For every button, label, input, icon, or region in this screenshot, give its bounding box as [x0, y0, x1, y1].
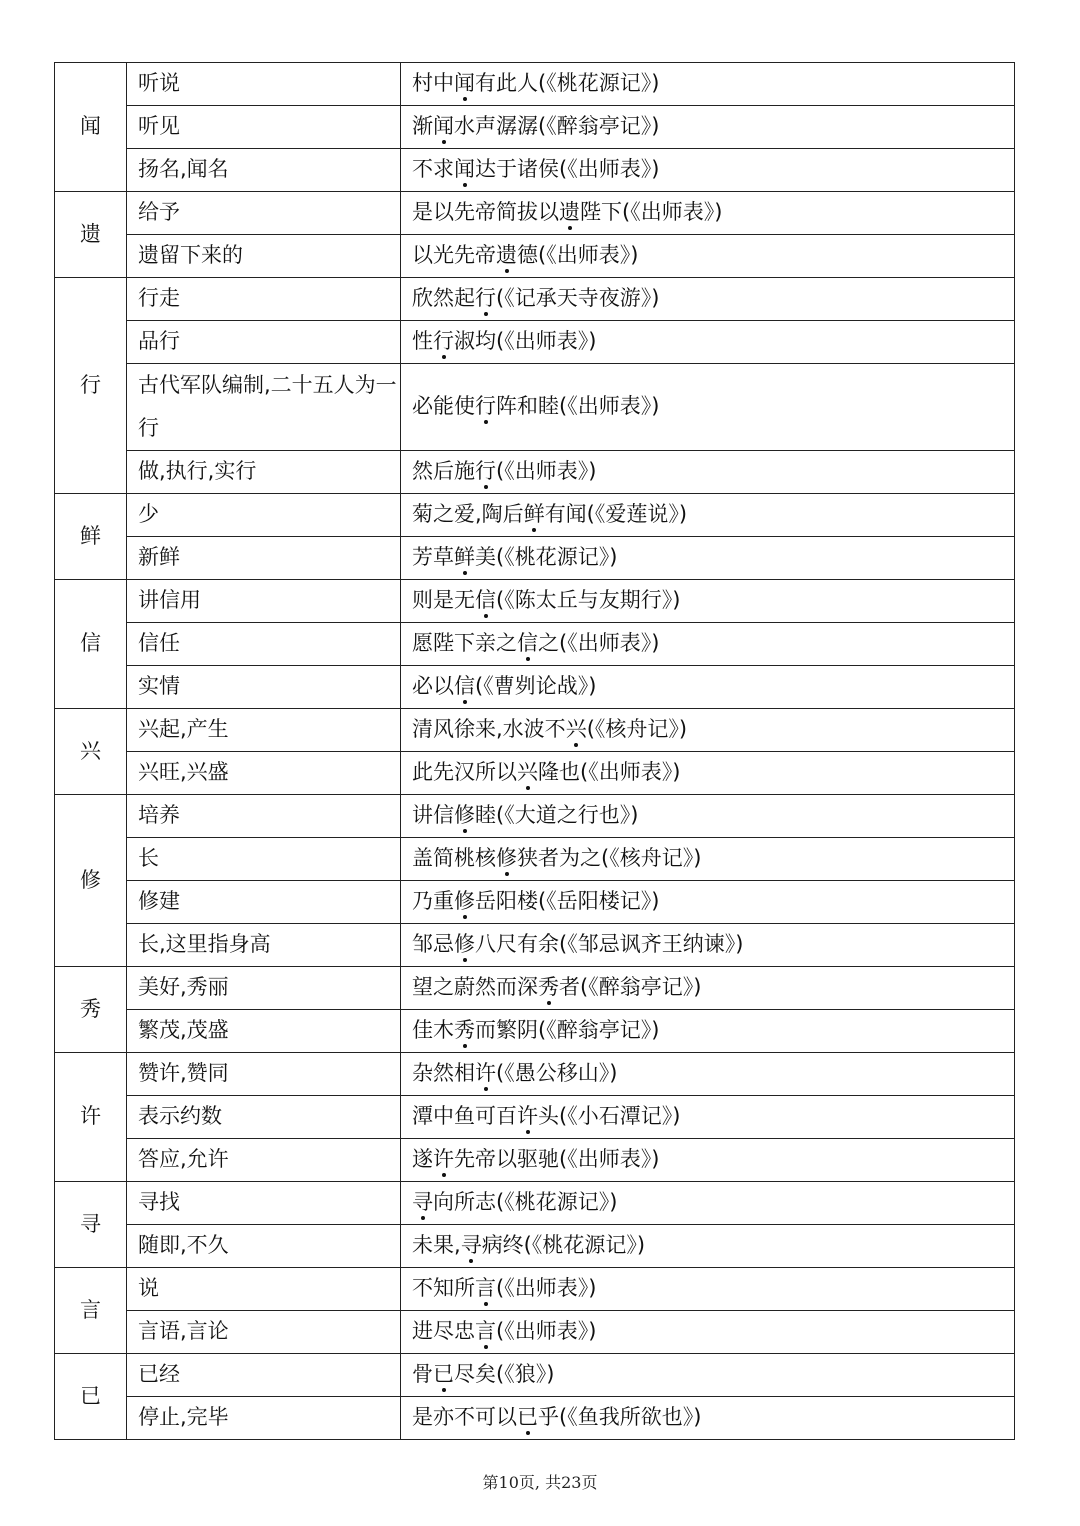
- emphasized-character: 许: [433, 1147, 454, 1172]
- emphasized-character: 行: [433, 329, 454, 354]
- table-row: [55, 881, 1015, 924]
- table-row: [55, 192, 1015, 235]
- table-row: [55, 1311, 1015, 1354]
- meaning-text: 长: [138, 846, 159, 871]
- meaning-cell: [127, 752, 401, 795]
- table-row: [55, 1096, 1015, 1139]
- example-text-before: 性: [412, 329, 433, 354]
- example-cell: [401, 1182, 1015, 1225]
- example-text-before: 村中: [412, 71, 454, 96]
- example-text-before: 讲信: [412, 803, 454, 828]
- emphasized-character: 鲜: [523, 502, 545, 527]
- example-text-before: 必能使: [412, 394, 475, 419]
- example-text-before: 邹忌: [412, 932, 454, 957]
- example-text-after: 八尺有余(《邹忌讽齐王纳谏》): [475, 932, 744, 957]
- table-body: [55, 63, 1015, 1440]
- emphasized-character: 秀: [454, 1018, 475, 1043]
- table-row: [55, 278, 1015, 321]
- meaning-text: 已经: [138, 1362, 180, 1387]
- meaning-text: 信任: [138, 631, 180, 656]
- meaning-cell: [127, 537, 401, 580]
- meaning-text: 给予: [138, 200, 180, 225]
- example-text-after: 头(《小石潭记》): [538, 1104, 681, 1129]
- meaning-text: 表示约数: [138, 1104, 222, 1129]
- example-text-before: 欣然起: [412, 286, 475, 311]
- emphasized-character: 遗: [496, 243, 517, 268]
- example-cell: [401, 752, 1015, 795]
- meaning-cell: [127, 881, 401, 924]
- example-cell: [401, 1139, 1015, 1182]
- headword-cell: 信: [55, 580, 127, 709]
- example-cell: [401, 709, 1015, 752]
- emphasized-character: 言: [475, 1276, 496, 1301]
- meaning-text: 做,执行,实行: [138, 459, 257, 484]
- emphasized-character: 信: [454, 674, 475, 699]
- page-footer: 第10页, 共23页: [482, 1473, 598, 1492]
- example-text-after: 有闻(《爱莲说》): [544, 502, 688, 527]
- meaning-text: 美好,秀丽: [138, 975, 229, 1000]
- meaning-text: 兴起,产生: [138, 717, 229, 742]
- example-text-before: 愿陛下亲之: [412, 631, 517, 656]
- headword-cell: 寻: [55, 1182, 127, 1268]
- table-row: [55, 1268, 1015, 1311]
- example-text-after: 向所志(《桃花源记》): [433, 1190, 618, 1215]
- meaning-cell: [127, 666, 401, 709]
- table-row: [55, 795, 1015, 838]
- example-text-before: 是以先帝简拔以: [412, 200, 559, 225]
- emphasized-character: 鲜: [454, 545, 475, 570]
- headword-cell: 行: [55, 278, 127, 494]
- example-cell: [401, 1010, 1015, 1053]
- meaning-text: 遗留下来的: [138, 243, 243, 268]
- example-text-after: 淑均(《出师表》): [454, 329, 597, 354]
- meaning-cell: [127, 149, 401, 192]
- example-text-before: 必以: [412, 674, 454, 699]
- example-cell: [401, 1053, 1015, 1096]
- emphasized-character: 闻: [454, 157, 475, 182]
- example-cell: [401, 924, 1015, 967]
- example-text-before: 杂然相: [412, 1061, 475, 1086]
- meaning-cell: [127, 1397, 401, 1440]
- meaning-text: 长,这里指身高: [138, 932, 271, 957]
- meaning-text: 繁茂,茂盛: [138, 1018, 229, 1043]
- table-row: [55, 1354, 1015, 1397]
- meaning-text: 随即,不久: [138, 1233, 229, 1258]
- example-cell: [401, 838, 1015, 881]
- meaning-text: 听见: [138, 114, 180, 139]
- meaning-cell: [127, 623, 401, 666]
- example-cell: [401, 795, 1015, 838]
- emphasized-character: 闻: [454, 71, 475, 96]
- meaning-cell: [127, 451, 401, 494]
- example-text-before: 潭中鱼可百: [412, 1104, 517, 1129]
- table-row: [55, 537, 1015, 580]
- example-text-after: 水声潺潺(《醉翁亭记》): [454, 114, 660, 139]
- example-cell: [401, 967, 1015, 1010]
- meaning-cell: [127, 1182, 401, 1225]
- headword-cell: 闻: [55, 63, 127, 192]
- emphasized-character: 许: [517, 1104, 538, 1129]
- headword-cell: 修: [55, 795, 127, 967]
- example-text-after: 阵和睦(《出师表》): [496, 394, 660, 419]
- example-text-after: (《出师表》): [496, 1319, 597, 1344]
- example-cell: [401, 106, 1015, 149]
- meaning-text: 说: [138, 1276, 159, 1301]
- example-cell: [401, 666, 1015, 709]
- meaning-text: 古代军队编制,二十五人为一行: [138, 373, 397, 440]
- example-cell: [401, 623, 1015, 666]
- emphasized-character: 言: [475, 1319, 496, 1344]
- table-row: [55, 364, 1015, 451]
- example-cell: [401, 451, 1015, 494]
- table-row: [55, 580, 1015, 623]
- meaning-cell: [127, 494, 401, 537]
- example-text-before: 此先汉所以: [412, 760, 517, 785]
- meaning-text: 少: [138, 502, 159, 527]
- table-row: [55, 838, 1015, 881]
- headword-cell: 兴: [55, 709, 127, 795]
- example-text-before: 则是无: [412, 588, 475, 613]
- meaning-cell: [127, 1053, 401, 1096]
- emphasized-character: 许: [475, 1061, 496, 1086]
- meaning-cell: [127, 1139, 401, 1182]
- example-cell: [401, 580, 1015, 623]
- table-row: [55, 924, 1015, 967]
- example-text-before: 盖简桃核: [412, 846, 496, 871]
- meaning-cell: [127, 1354, 401, 1397]
- example-cell: [401, 278, 1015, 321]
- table-row: [55, 494, 1015, 537]
- example-text-before: 然后施: [412, 459, 475, 484]
- example-cell: [401, 149, 1015, 192]
- meaning-text: 寻找: [138, 1190, 180, 1215]
- table-row: [55, 1053, 1015, 1096]
- meaning-text: 新鲜: [138, 545, 180, 570]
- meaning-text: 行走: [138, 286, 180, 311]
- example-cell: [401, 1311, 1015, 1354]
- example-text-after: (《曹刿论战》): [475, 674, 597, 699]
- meaning-text: 停止,完毕: [138, 1405, 229, 1430]
- emphasized-character: 已: [433, 1362, 454, 1387]
- meaning-text: 扬名,闻名: [138, 157, 229, 182]
- meaning-text: 讲信用: [138, 588, 201, 613]
- table-row: [55, 1182, 1015, 1225]
- table-row: [55, 106, 1015, 149]
- meaning-cell: [127, 1311, 401, 1354]
- meaning-cell: [127, 321, 401, 364]
- example-text-before: 菊之爱,陶后: [412, 502, 524, 527]
- example-text-after: 美(《桃花源记》): [475, 545, 618, 570]
- meaning-cell: [127, 1010, 401, 1053]
- headword-cell: 秀: [55, 967, 127, 1053]
- example-cell: [401, 1354, 1015, 1397]
- example-text-after: 而繁阴(《醉翁亭记》): [475, 1018, 660, 1043]
- example-text-after: 有此人(《桃花源记》): [475, 71, 660, 96]
- meaning-cell: [127, 924, 401, 967]
- meaning-cell: [127, 192, 401, 235]
- example-text-after: 病终(《桃花源记》): [481, 1233, 646, 1258]
- table-row: [55, 752, 1015, 795]
- meaning-cell: [127, 106, 401, 149]
- example-text-after: 陛下(《出师表》): [580, 200, 723, 225]
- emphasized-character: 已: [517, 1405, 538, 1430]
- emphasized-character: 信: [517, 631, 538, 656]
- example-text-after: 者(《醉翁亭记》): [559, 975, 702, 1000]
- table-row: [55, 1010, 1015, 1053]
- table-row: [55, 1225, 1015, 1268]
- example-text-after: 达于诸侯(《出师表》): [475, 157, 660, 182]
- example-text-after: 先帝以驱驰(《出师表》): [454, 1147, 660, 1172]
- meaning-cell: [127, 278, 401, 321]
- example-text-after: (《出师表》): [496, 459, 597, 484]
- example-cell: [401, 192, 1015, 235]
- table-row: [55, 235, 1015, 278]
- example-text-after: 德(《出师表》): [517, 243, 639, 268]
- example-text-after: (《愚公移山》): [496, 1061, 618, 1086]
- example-text-before: 不知所: [412, 1276, 475, 1301]
- emphasized-character: 行: [475, 394, 496, 419]
- emphasized-character: 行: [475, 286, 496, 311]
- example-text-after: 岳阳楼(《岳阳楼记》): [475, 889, 660, 914]
- example-cell: [401, 235, 1015, 278]
- table-row: [55, 63, 1015, 106]
- example-text-before: 乃重: [412, 889, 454, 914]
- meaning-text: 听说: [138, 71, 180, 96]
- meaning-cell: [127, 1225, 401, 1268]
- table-row: [55, 666, 1015, 709]
- meaning-cell: [127, 580, 401, 623]
- example-text-before: 渐: [412, 114, 433, 139]
- example-text-before: 不求: [412, 157, 454, 182]
- emphasized-character: 行: [475, 459, 496, 484]
- meaning-text: 答应,允许: [138, 1147, 229, 1172]
- meaning-cell: [127, 967, 401, 1010]
- emphasized-character: 寻: [460, 1233, 482, 1258]
- emphasized-character: 兴: [565, 717, 587, 742]
- example-cell: [401, 537, 1015, 580]
- meaning-cell: [127, 63, 401, 106]
- meaning-cell: [127, 235, 401, 278]
- meaning-cell: [127, 795, 401, 838]
- emphasized-character: 修: [496, 846, 517, 871]
- headword-cell: 许: [55, 1053, 127, 1182]
- example-cell: [401, 1268, 1015, 1311]
- example-cell: [401, 881, 1015, 924]
- meaning-cell: [127, 838, 401, 881]
- example-text-before: 进尽忠: [412, 1319, 475, 1344]
- meaning-cell: [127, 1096, 401, 1139]
- table-row: [55, 451, 1015, 494]
- example-cell: [401, 63, 1015, 106]
- meaning-text: 兴旺,兴盛: [138, 760, 229, 785]
- emphasized-character: 信: [475, 588, 496, 613]
- example-text-before: 佳木: [412, 1018, 454, 1043]
- example-cell: [401, 321, 1015, 364]
- example-text-after: 尽矣(《狼》): [454, 1362, 555, 1387]
- table-row: [55, 709, 1015, 752]
- example-cell: [401, 1397, 1015, 1440]
- example-text-before: 是亦不可以: [412, 1405, 517, 1430]
- example-text-before: 遂: [412, 1147, 433, 1172]
- meaning-text: 实情: [138, 674, 180, 699]
- example-text-after: (《出师表》): [496, 1276, 597, 1301]
- example-cell: [401, 1096, 1015, 1139]
- meaning-text: 培养: [138, 803, 180, 828]
- meaning-text: 言语,言论: [138, 1319, 229, 1344]
- meaning-cell: [127, 1268, 401, 1311]
- example-text-after: (《陈太丘与友期行》): [496, 588, 681, 613]
- example-text-before: 骨: [412, 1362, 433, 1387]
- table-row: [55, 967, 1015, 1010]
- table-row: [55, 623, 1015, 666]
- meaning-text: 品行: [138, 329, 180, 354]
- headword-cell: 鲜: [55, 494, 127, 580]
- headword-cell: 已: [55, 1354, 127, 1440]
- meaning-text: 赞许,赞同: [138, 1061, 229, 1086]
- emphasized-character: 寻: [412, 1190, 433, 1215]
- emphasized-character: 修: [454, 932, 475, 957]
- example-text-before: 芳草: [412, 545, 454, 570]
- meaning-cell: [127, 709, 401, 752]
- vocabulary-table: [54, 62, 1015, 1440]
- example-text-after: (《核舟记》): [586, 717, 688, 742]
- example-text-after: 隆也(《出师表》): [538, 760, 681, 785]
- example-text-before: 望之蔚然而深: [412, 975, 538, 1000]
- example-text-after: 乎(《鱼我所欲也》): [538, 1405, 702, 1430]
- table-row: [55, 149, 1015, 192]
- table-row: [55, 1139, 1015, 1182]
- emphasized-character: 遗: [559, 200, 580, 225]
- headword-cell: 言: [55, 1268, 127, 1354]
- emphasized-character: 闻: [433, 114, 454, 139]
- table-row: [55, 1397, 1015, 1440]
- emphasized-character: 秀: [538, 975, 559, 1000]
- meaning-cell: [127, 364, 401, 451]
- example-text-after: 狭者为之(《核舟记》): [517, 846, 702, 871]
- example-text-before: 清风徐来,水波不: [412, 717, 566, 742]
- table-row: [55, 321, 1015, 364]
- headword-cell: 遗: [55, 192, 127, 278]
- meaning-text: 修建: [138, 889, 180, 914]
- emphasized-character: 修: [454, 803, 475, 828]
- example-cell: [401, 1225, 1015, 1268]
- example-text-after: 之(《出师表》): [538, 631, 660, 656]
- example-cell: [401, 364, 1015, 451]
- emphasized-character: 兴: [517, 760, 538, 785]
- example-text-after: (《记承天寺夜游》): [496, 286, 660, 311]
- emphasized-character: 修: [454, 889, 475, 914]
- example-text-after: 睦(《大道之行也》): [475, 803, 639, 828]
- example-text-before: 未果,: [412, 1233, 461, 1258]
- example-text-before: 以光先帝: [412, 243, 496, 268]
- example-cell: [401, 494, 1015, 537]
